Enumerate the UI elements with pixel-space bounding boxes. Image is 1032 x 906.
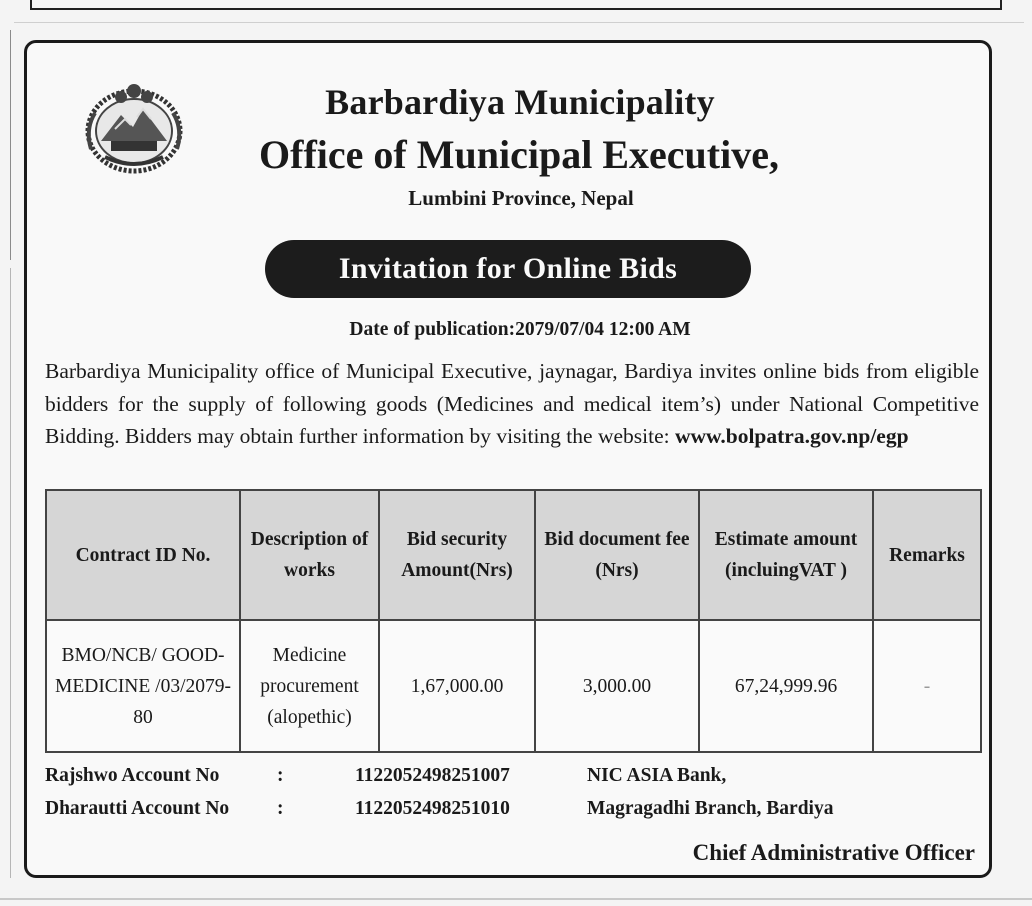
intro-paragraph (45, 355, 979, 453)
bank-name: NIC ASIA Bank, (587, 765, 727, 786)
table-header-row (46, 490, 981, 620)
office-name: Office of Municipal Executive, (259, 132, 779, 177)
cell-estimate: 67,24,999.96 (699, 620, 873, 752)
col-header-estimate: Estimate amount (incluingVAT ) (699, 490, 873, 620)
publication-date: Date of publication:2079/07/04 12:00 AM (349, 319, 691, 340)
table-row (46, 620, 981, 752)
col-header-bid-security: Bid security Amount(Nrs) (379, 490, 535, 620)
rajshwo-account-label: Rajshwo Account No (45, 765, 220, 786)
adjacent-ad-border (30, 0, 1002, 10)
bid-table (45, 489, 982, 753)
col-header-remarks: Remarks (873, 490, 981, 620)
col-header-description: Description of works (240, 490, 379, 620)
cell-bid-security: 1,67,000.00 (379, 620, 535, 752)
bank-branch: Magragadhi Branch, Bardiya (587, 798, 834, 819)
page-divider-top (14, 22, 1024, 23)
rajshwo-colon: : (277, 765, 284, 786)
dharautti-account-number: 1122052498251010 (355, 798, 510, 819)
column-rule (10, 30, 11, 260)
bid-notice (24, 40, 992, 878)
page-divider-bottom (0, 898, 1032, 900)
notice-title-banner: Invitation for Online Bids (265, 240, 751, 298)
col-header-contract-id: Contract ID No. (46, 490, 240, 620)
rajshwo-account-number: 1122052498251007 (355, 765, 510, 786)
website-link[interactable]: www.bolpatra.gov.np/egp (674, 424, 909, 448)
intro-text: Barbardiya Municipality office of Municipal Executive, jaynagar, Bardiya invites online bids from eligible bidders for the supply of following goods (Medicines and medical item’s) under National Competitive Bidding. Bidders may obtain further information by visiting the website: (45, 359, 979, 448)
cell-description: Medicine procurement (alopethic) (240, 620, 379, 752)
cell-contract-id: BMO/NCB/ GOOD- MEDICINE /03/2079-80 (46, 620, 240, 752)
dharautti-account-label: Dharautti Account No (45, 798, 230, 819)
col-header-doc-fee: Bid document fee (Nrs) (535, 490, 699, 620)
province-name: Lumbini Province, Nepal (408, 186, 634, 210)
signatory-title: Chief Administrative Officer (692, 840, 975, 865)
dharautti-colon: : (277, 798, 284, 819)
column-rule (10, 268, 11, 878)
cell-remarks: - (873, 620, 981, 752)
cell-doc-fee: 3,000.00 (535, 620, 699, 752)
municipality-name: Barbardiya Municipality (325, 82, 715, 122)
